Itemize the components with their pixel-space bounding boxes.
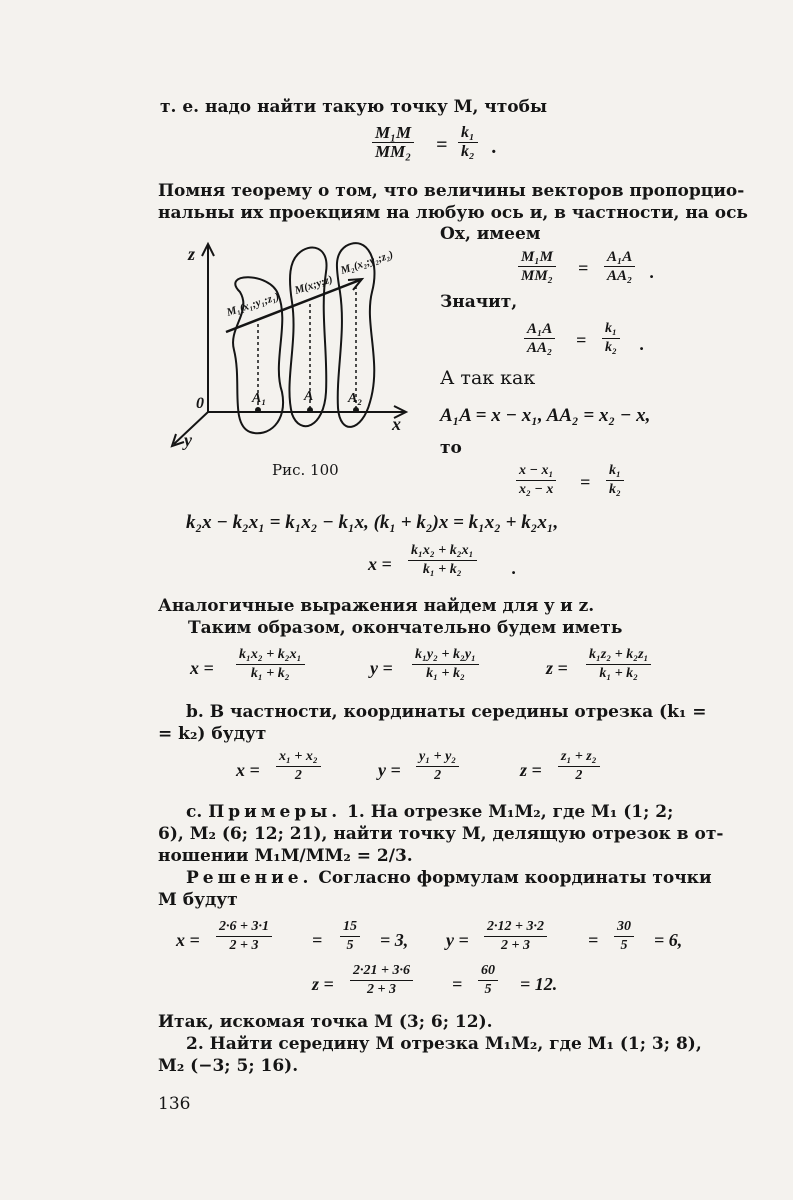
fraction: $\frac{60}{5}$ [478, 962, 498, 999]
fraction: $\frac{\text{k₁x₂ + k₂x₁}}{\text{k₁ + k₂}}$ [236, 646, 305, 683]
point-a2 [353, 407, 359, 413]
fraction: $\frac{\text{A₁A}}{\text{AA₂}}$ [524, 320, 555, 357]
fraction-m1m-mm2: $\frac{\text{M₁M}}{\text{MM₂}}$ [372, 124, 414, 161]
result: = 6, [654, 930, 683, 950]
formula-lhs: z = [546, 658, 568, 678]
text-line: нальны их проекциям на любую ось и, в частности, на ось [158, 203, 748, 223]
label-a: A [304, 389, 314, 404]
formula-lhs: z = [312, 974, 334, 994]
formula-lhs: y = [446, 930, 469, 950]
formula-lhs: x = [176, 930, 200, 950]
period: . [650, 262, 655, 282]
formula-lhs: x = [190, 658, 214, 678]
fraction: $\frac{\text{M₁M}}{\text{MM₂}}$ [518, 248, 556, 285]
formula-lhs: y = [378, 760, 401, 780]
label-origin: 0 [196, 395, 204, 412]
text-line: = k₂) будут [158, 724, 267, 744]
formula-a1a: A₁A = x − x₁, AA₂ = x₂ − x, [440, 405, 651, 426]
text-line: А так как [440, 367, 536, 389]
formula-lhs: x = [236, 760, 260, 780]
fraction: $\frac{\text{x₁ + x₂}}{2}$ [276, 748, 321, 785]
text-line: Таким образом, окончательно будем иметь [188, 618, 623, 638]
point-a1 [255, 407, 261, 413]
equals-sign: = [580, 472, 591, 492]
text-line: ношении M₁M/MM₂ = 2/3. [158, 846, 413, 866]
label-axis-z: z [188, 244, 196, 264]
fraction: $\frac{\text{x − x₁}}{\text{x₂ − x}}$ [516, 462, 556, 499]
text-line: с. Примеры. 1. На отрезке M₁M₂, где M₁ (1; 2; [186, 802, 674, 822]
fraction: $\frac{15}{5}$ [340, 918, 360, 955]
text-line: Аналогичные выражения найдем для y и z. [158, 596, 595, 616]
equals-sign: = [578, 258, 589, 278]
fraction: $\frac{\text{y₁ + y₂}}{2}$ [416, 748, 459, 785]
equals-sign: = [452, 974, 463, 994]
period: . [492, 136, 497, 158]
result: = 3, [380, 930, 409, 950]
fraction: $\frac{\text{k₁y₂ + k₂y₁}}{\text{k₁ + k₂}}$ [412, 646, 479, 683]
fraction: $\frac{\text{z₁ + z₂}}{2}$ [558, 748, 600, 785]
label-axis-y: y [184, 430, 192, 450]
fraction: $\frac{\text{A₁A}}{\text{AA₂}}$ [604, 248, 635, 285]
fraction: $\frac{\text{k₁x₂ + k₂x₁}}{\text{k₁ + k₂}}$ [408, 542, 477, 579]
figure-caption: Рис. 100 [272, 461, 339, 479]
period: . [512, 558, 517, 578]
text-line: Итак, искомая точка M (3; 6; 12). [158, 1012, 493, 1032]
equals-sign: = [312, 930, 323, 950]
text-line: 2. Найти середину M отрезка M₁M₂, где M₁ (1; 3; 8), [186, 1034, 702, 1054]
period: . [640, 334, 645, 354]
point-a [307, 407, 313, 413]
fraction: $\frac{\text{k₁}}{\text{k₂}}$ [606, 462, 624, 499]
fraction: $\frac{\text{k₁}}{\text{k₂}}$ [602, 320, 620, 357]
text-line: Помня теорему о том, что величины векторов пропорцио- [158, 181, 745, 201]
equals-sign: = [588, 930, 599, 950]
formula-long: k₂x − k₂x₁ = k₁x₂ − k₁x, (k₁ + k₂)x = k₁x₂ + k₂x₁, [186, 512, 559, 533]
fraction: $\frac{2\cdot 6 + 3\cdot 1}{2 + 3}$ [216, 918, 272, 955]
text-line: M₂ (−3; 5; 16). [158, 1056, 299, 1076]
label-m2: M₂(x₂;y₂;z₂) [339, 248, 395, 277]
formula-lhs: z = [520, 760, 542, 780]
text-line: b. В частности, координаты середины отрезка (k₁ = [186, 702, 707, 722]
text-line: то [440, 438, 462, 458]
label-m: M(x;y;z) [293, 273, 335, 297]
label-m1: M₁(x₁;y₁;z₁) [225, 290, 281, 319]
formula-lhs: y = [370, 658, 393, 678]
page-number: 136 [158, 1094, 191, 1114]
result: = 12. [520, 974, 558, 994]
figure-100 [160, 232, 432, 458]
text-line: M будут [158, 890, 238, 910]
equals-sign: = [576, 330, 587, 350]
text-line: 6), M₂ (6; 12; 21), найти точку M, делящую отрезок в от- [158, 824, 724, 844]
fraction: $\frac{2\cdot 12 + 3\cdot 2}{2 + 3}$ [484, 918, 547, 955]
equals-sign: = [436, 134, 448, 156]
fraction: $\frac{\text{k₁z₂ + k₂z₁}}{\text{k₁ + k₂}}$ [586, 646, 651, 683]
label-a1: A₁ [252, 391, 267, 406]
label-a2: A₂ [348, 391, 363, 406]
text-line-intro: т. е. надо найти такую точку M, чтобы [160, 97, 547, 117]
fraction: $\frac{2\cdot 21 + 3\cdot 6}{2 + 3}$ [350, 962, 413, 999]
formula-lhs: x = [368, 554, 392, 574]
fraction-k1-k2: $\frac{\text{k₁}}{\text{k₂}}$ [458, 124, 478, 161]
label-axis-x: x [392, 414, 401, 434]
text-line: Решение. Согласно формулам координаты точки [186, 868, 712, 888]
text-line: Значит, [440, 292, 518, 312]
fraction: $\frac{30}{5}$ [614, 918, 634, 955]
text-line: Ox, имеем [440, 224, 541, 244]
